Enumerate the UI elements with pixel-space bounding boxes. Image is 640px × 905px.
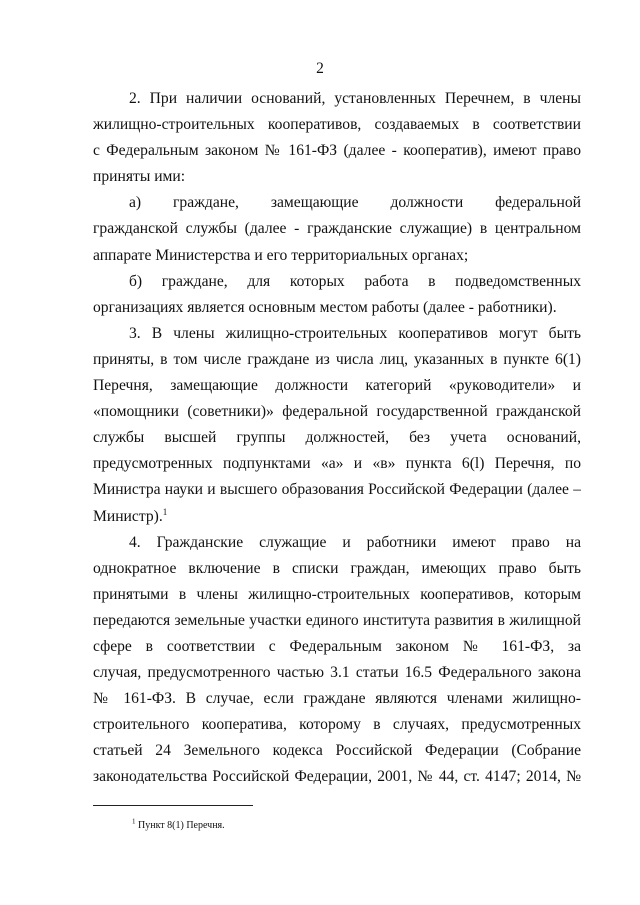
text-line-content: законодательства Российской Федерации, 2001, № 44, ст. 4147; 2014, № bbox=[93, 768, 581, 786]
text-line bbox=[93, 243, 581, 269]
text-line-content: 3. В члены жилищно-строительных кооперативов могут быть bbox=[129, 324, 581, 342]
text-line-content: аппарате Министерства и его территориальных органах; bbox=[93, 246, 469, 264]
text-line bbox=[93, 347, 581, 373]
text-line bbox=[93, 608, 581, 634]
text-line-content: жилищно-строительных кооперативов, создаваемых в соответствии bbox=[93, 116, 581, 134]
text-line-content: организациях является основным местом работы (далее - работники). bbox=[93, 298, 557, 316]
text-line bbox=[93, 582, 581, 608]
text-line bbox=[93, 269, 581, 295]
text-line-content: принятыми в члены жилищно-строительных кооперативов, которым bbox=[93, 585, 581, 603]
text-line-content: однократное включение в списки граждан, имеющих право быть bbox=[93, 559, 581, 577]
text-line-content: Министра науки и высшего образования Российской Федерации (далее – bbox=[93, 481, 581, 499]
text-line bbox=[93, 504, 581, 530]
footnote-reference: 1 bbox=[162, 506, 168, 517]
text-line-content: № 161-ФЗ. В случае, если граждане являются членами жилищно- bbox=[93, 690, 581, 708]
text-line-content: а) граждане, замещающие должности федеральной bbox=[129, 194, 581, 212]
text-line bbox=[93, 634, 581, 660]
text-line bbox=[93, 764, 581, 790]
text-line bbox=[93, 477, 581, 503]
text-line bbox=[93, 556, 581, 582]
footnote bbox=[132, 817, 225, 832]
text-line-content: предусмотренных подпунктами «а» и «в» пункта 6(l) Перечня, по bbox=[93, 455, 581, 473]
text-line bbox=[93, 686, 581, 712]
text-line-content: статьей 24 Земельного кодекса Российской Федерации (Собрание bbox=[93, 742, 581, 760]
text-line bbox=[93, 86, 581, 112]
text-line bbox=[93, 712, 581, 738]
text-line bbox=[93, 738, 581, 764]
text-line bbox=[93, 295, 581, 321]
text-line-content: строительного кооператива, которому в случаях, предусмотренных bbox=[93, 716, 581, 734]
text-line bbox=[93, 530, 581, 556]
text-line-content: с Федеральным законом № 161-ФЗ (далее - кооператив), имеют право bbox=[93, 142, 581, 160]
text-line-content: Министр). bbox=[93, 507, 163, 525]
text-line-content: службы высшей группы должностей, без учета оснований, bbox=[93, 429, 581, 447]
text-line bbox=[93, 190, 581, 216]
text-line-content: «помощники (советники)» федеральной государственной гражданской bbox=[93, 403, 581, 421]
text-line-content: 2. При наличии оснований, установленных Перечнем, в члены bbox=[129, 90, 581, 107]
text-line-content: б) граждане, для которых работа в подведомственных bbox=[129, 272, 581, 290]
text-line-content: 4. Гражданские служащие и работники имеют право на bbox=[129, 533, 581, 551]
text-line-content: Перечня, замещающие должности категорий «руководители» и bbox=[93, 377, 581, 395]
footnote-divider bbox=[93, 805, 253, 806]
footnote-marker: 1 bbox=[132, 817, 136, 826]
text-line-content: передаются земельные участки единого института развития в жилищной bbox=[93, 611, 581, 629]
text-line-content: приняты, в том числе граждане из числа лиц, указанных в пункте 6(1) bbox=[93, 350, 581, 368]
text-line bbox=[93, 399, 581, 425]
page-number: 2 bbox=[316, 60, 324, 77]
text-line bbox=[93, 660, 581, 686]
text-line-content: случая, предусмотренного частью 3.1 статьи 16.5 Федерального закона bbox=[93, 664, 581, 682]
text-line bbox=[93, 425, 581, 451]
text-line-content: сфере в соответствии с Федеральным законом № 161-ФЗ, за bbox=[93, 637, 581, 655]
text-line-content: приняты ими: bbox=[93, 168, 186, 186]
footnote-text: Пункт 8(1) Перечня. bbox=[135, 820, 225, 831]
text-line bbox=[93, 451, 581, 477]
text-line bbox=[93, 164, 581, 190]
text-line bbox=[93, 138, 581, 164]
text-line bbox=[93, 216, 581, 242]
text-line bbox=[93, 321, 581, 347]
text-line bbox=[93, 112, 581, 138]
text-line-content: гражданской службы (далее - гражданские служащие) в центральном bbox=[93, 220, 581, 238]
document-body bbox=[93, 86, 581, 791]
text-line bbox=[93, 373, 581, 399]
